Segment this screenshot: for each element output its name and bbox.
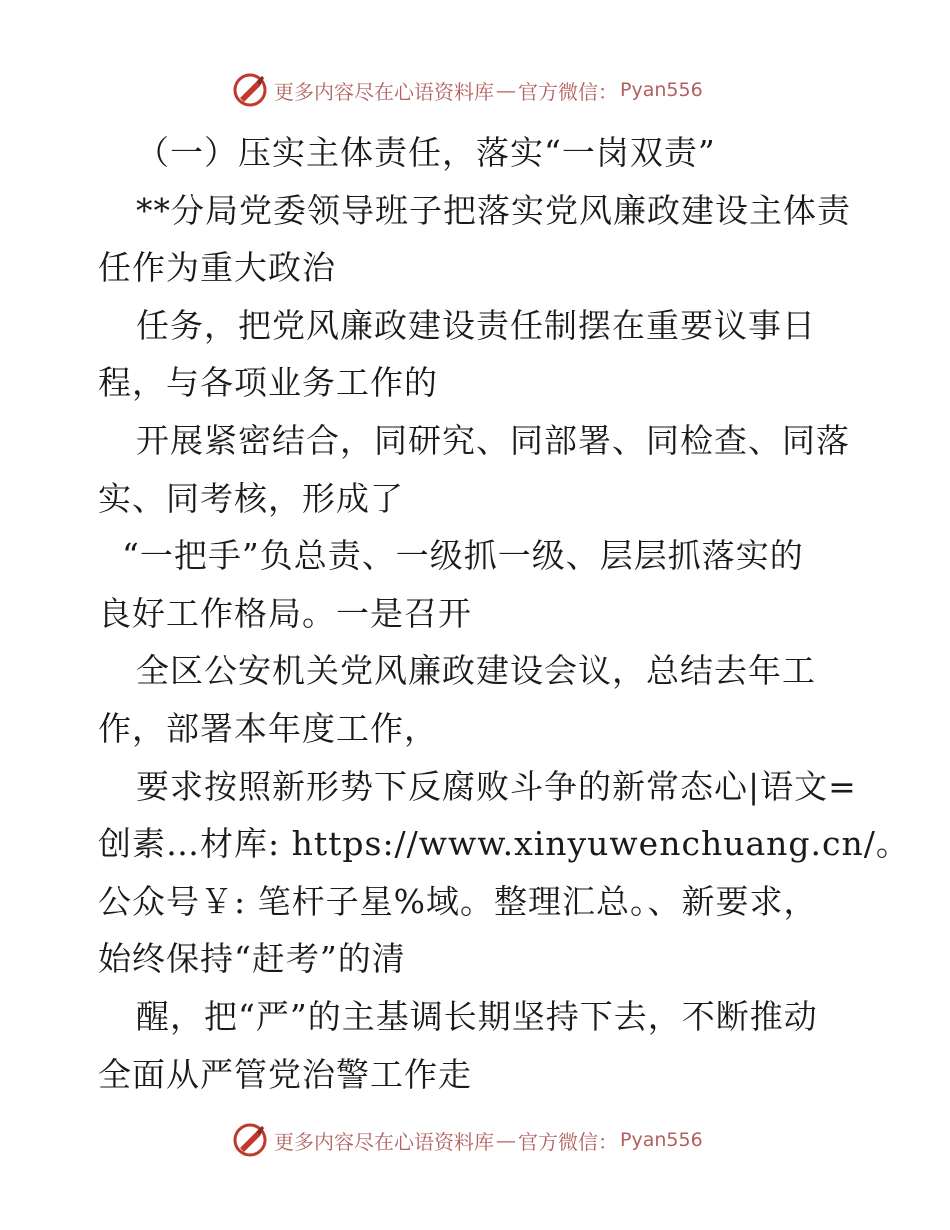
text-line: 开展紧密结合，同研究、同部署、同检查、同落	[136, 420, 850, 460]
footer-watermark-banner	[232, 1120, 703, 1160]
text-line: **分局党委领导班子把落实党风廉政建设主体责	[136, 190, 851, 230]
text-line: 醒，把“严”的主基调长期坚持下去，不断推动	[136, 996, 818, 1036]
banner-dash: —	[496, 78, 516, 102]
text-line: 要求按照新形势下反腐败斗争的新常态心|语文=	[136, 766, 857, 806]
banner-account: Pyan556	[620, 79, 703, 101]
text-line: 良好工作格局。一是召开	[98, 593, 472, 633]
pen-logo-icon	[232, 1122, 268, 1158]
text-line: 任务，把党风廉政建设责任制摆在重要议事日	[136, 305, 816, 345]
banner-label: 官方微信：	[518, 79, 618, 104]
text-line: 公众号￥: 笔杆子星%域。整理汇总。、新要求，	[98, 881, 818, 921]
text-line: 全面从严管党治警工作走	[98, 1054, 472, 1094]
banner-account: Pyan556	[620, 1129, 703, 1151]
pen-logo-icon	[232, 72, 268, 108]
text-line: 创素…材库: https://www.xinyuwenchuang.cn/。	[98, 824, 910, 864]
document-body	[98, 124, 910, 1103]
banner-tagline: 更多内容尽在心语资料库	[274, 79, 494, 104]
banner-tagline: 更多内容尽在心语资料库	[274, 1129, 494, 1154]
text-line: 程，与各项业务工作的	[98, 363, 438, 403]
banner-dash: —	[496, 1128, 516, 1152]
header-watermark-banner	[232, 70, 703, 110]
text-line: 作，部署本年度工作，	[98, 708, 438, 748]
text-line: 实、同考核，形成了	[98, 478, 404, 518]
section-heading: （一）压实主体责任，落实“一岗双责”	[136, 133, 716, 172]
text-line: 全区公安机关党风廉政建设会议，总结去年工	[136, 651, 816, 691]
text-line: 始终保持“赶考”的清	[98, 939, 406, 979]
text-line: “一把手”负总责、一级抓一级、层层抓落实的	[122, 536, 804, 576]
banner-label: 官方微信：	[518, 1129, 618, 1154]
text-line: 任作为重大政治	[98, 248, 336, 288]
